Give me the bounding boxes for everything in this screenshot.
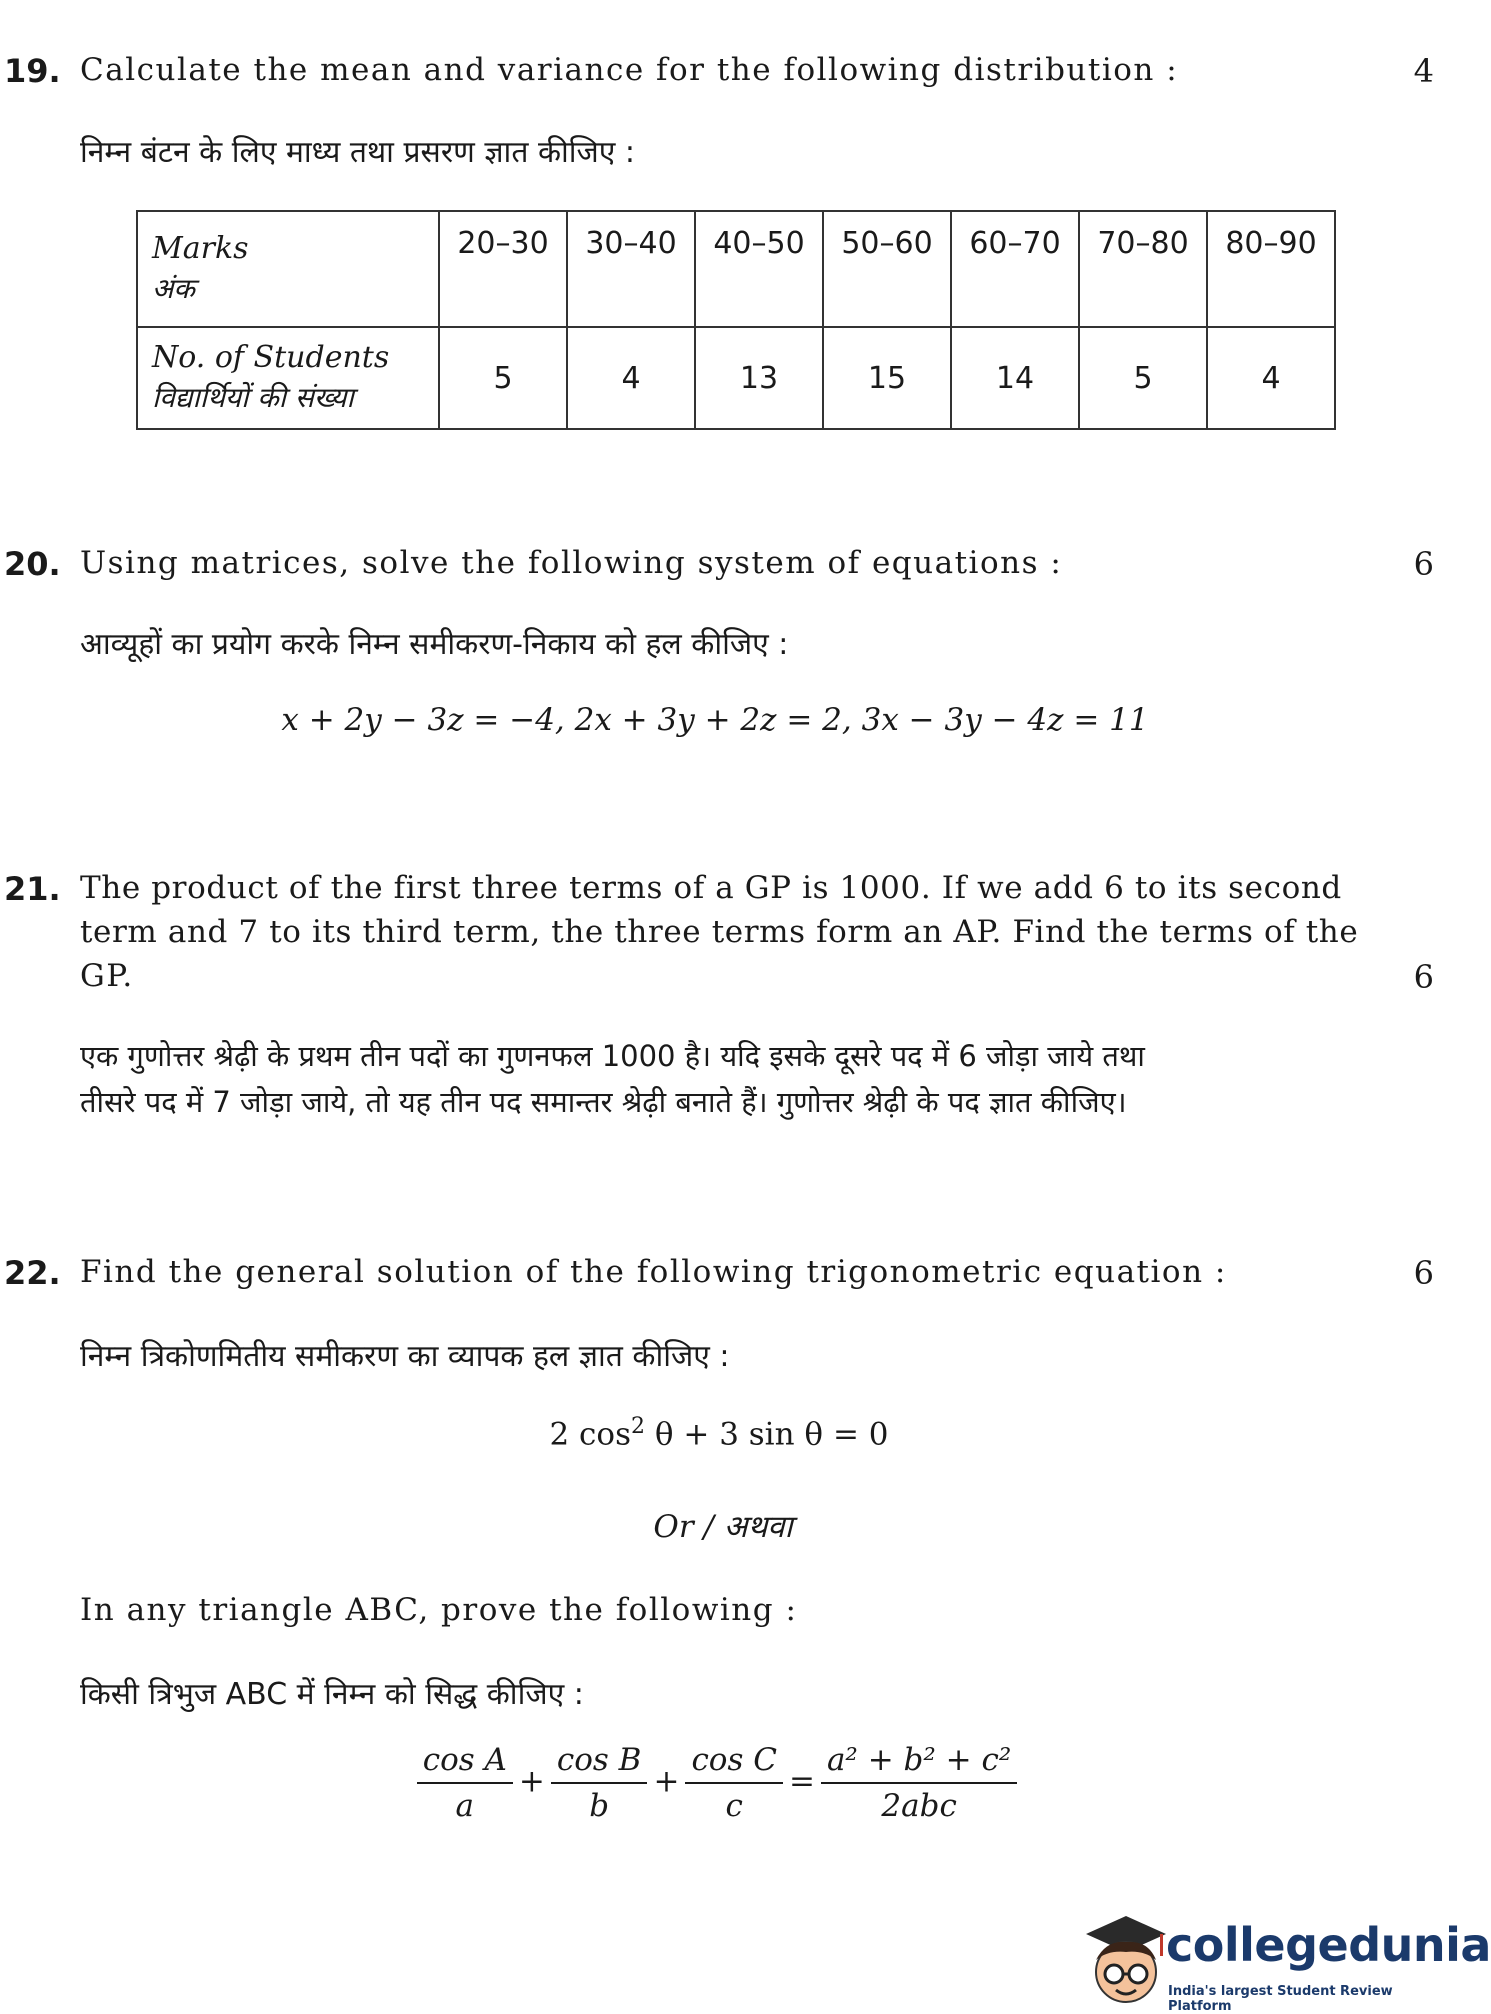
fraction — [551, 1742, 648, 1824]
fraction — [821, 1742, 1017, 1824]
question-text-en: Find the general solution of the following trigonometric equation : — [80, 1254, 1227, 1290]
question-number: 19. — [4, 52, 61, 90]
plus-sign: + — [518, 1763, 545, 1800]
question-text-en: Using matrices, solve the following system of equations : — [80, 545, 1063, 581]
question-text-hi: तीसरे पद में 7 जोड़ा जाये, तो यह तीन पद समान्तर श्रेढ़ी बनाते हैं। गुणोत्तर श्रेढ़ी के पद ज्ञात कीजिए। — [80, 1085, 1127, 1119]
question-marks: 6 — [1413, 545, 1434, 583]
table-cell: 20–30 — [439, 211, 567, 327]
table-cell: 14 — [951, 327, 1079, 429]
row-label-hi: अंक — [152, 272, 195, 305]
question-number: 21. — [4, 870, 61, 908]
table-cell: 80–90 — [1207, 211, 1335, 327]
row-label-hi: विद्यार्थियों की संख्या — [152, 381, 354, 414]
fraction-numerator: a² + b² + c² — [821, 1742, 1017, 1784]
equation: x + 2y − 3z = −4, 2x + 3y + 2z = 2, 3x − 3y − 4z = 11 — [281, 702, 1149, 738]
fraction-denominator: b — [589, 1788, 610, 1824]
table-cell: 40–50 — [695, 211, 823, 327]
table-row-label — [137, 327, 439, 429]
question-text-en: term and 7 to its third term, the three terms form an AP. Find the terms of the — [80, 914, 1359, 950]
question-text-hi: निम्न त्रिकोणमितीय समीकरण का व्यापक हल ज्ञात कीजिए : — [80, 1339, 730, 1374]
logo-tagline: India's largest Student Review Platform — [1168, 1984, 1393, 2014]
question-text-en: Calculate the mean and variance for the following distribution : — [80, 52, 1179, 88]
table-cell: 50–60 — [823, 211, 951, 327]
question-number: 20. — [4, 545, 61, 583]
triangle-identity — [0, 1742, 1440, 1824]
or-divider: Or / अथवा — [653, 1509, 793, 1545]
fraction-numerator: cos B — [551, 1742, 648, 1784]
alt-question-text-en: In any triangle ABC, prove the following : — [80, 1592, 798, 1628]
table-cell: 70–80 — [1079, 211, 1207, 327]
fraction-denominator: 2abc — [881, 1788, 957, 1824]
table-cell: 13 — [695, 327, 823, 429]
table-row-students — [137, 327, 1335, 429]
equation-part: 2 cos — [549, 1416, 631, 1453]
table-row-label — [137, 211, 439, 327]
question-marks: 6 — [1413, 958, 1434, 996]
equals-sign: = — [788, 1763, 815, 1800]
fraction-denominator: a — [455, 1788, 475, 1824]
question-number: 22. — [4, 1254, 61, 1292]
table-cell: 4 — [1207, 327, 1335, 429]
question-text-en: GP. — [80, 958, 134, 994]
row-label-en: Marks — [152, 231, 249, 266]
question-text-hi: आव्यूहों का प्रयोग करके निम्न समीकरण-निकाय को हल कीजिए : — [80, 627, 789, 662]
fraction — [685, 1742, 783, 1824]
logo-wordmark: collegedunia — [1166, 1918, 1491, 1972]
table-row-marks — [137, 211, 1335, 327]
fraction-numerator: cos C — [685, 1742, 783, 1784]
table-cell: 15 — [823, 327, 951, 429]
question-text-en: The product of the first three terms of a GP is 1000. If we add 6 to its second — [80, 870, 1342, 906]
distribution-table — [136, 210, 1336, 430]
question-text-hi: एक गुणोत्तर श्रेढ़ी के प्रथम तीन पदों का गुणनफल 1000 है। यदि इसके दूसरे पद में 6 जोड़ा जाये तथा — [80, 1039, 1145, 1073]
plus-sign: + — [653, 1763, 680, 1800]
alt-question-text-hi: किसी त्रिभुज ABC में निम्न को सिद्ध कीजिए : — [80, 1677, 584, 1712]
question-text-hi: निम्न बंटन के लिए माध्य तथा प्रसरण ज्ञात कीजिए : — [80, 135, 636, 170]
question-marks: 6 — [1413, 1254, 1434, 1292]
table-cell: 60–70 — [951, 211, 1079, 327]
table-cell: 5 — [1079, 327, 1207, 429]
table-cell: 30–40 — [567, 211, 695, 327]
row-label-en: No. of Students — [152, 340, 390, 375]
fraction — [417, 1742, 513, 1824]
fraction-numerator: cos A — [417, 1742, 513, 1784]
table-cell: 5 — [439, 327, 567, 429]
table-cell: 4 — [567, 327, 695, 429]
equation-exponent: 2 — [631, 1414, 645, 1439]
question-marks: 4 — [1413, 52, 1434, 90]
equation-part: θ + 3 sin θ = 0 — [645, 1416, 889, 1453]
fraction-denominator: c — [725, 1788, 743, 1824]
trig-equation — [0, 1414, 1442, 1452]
